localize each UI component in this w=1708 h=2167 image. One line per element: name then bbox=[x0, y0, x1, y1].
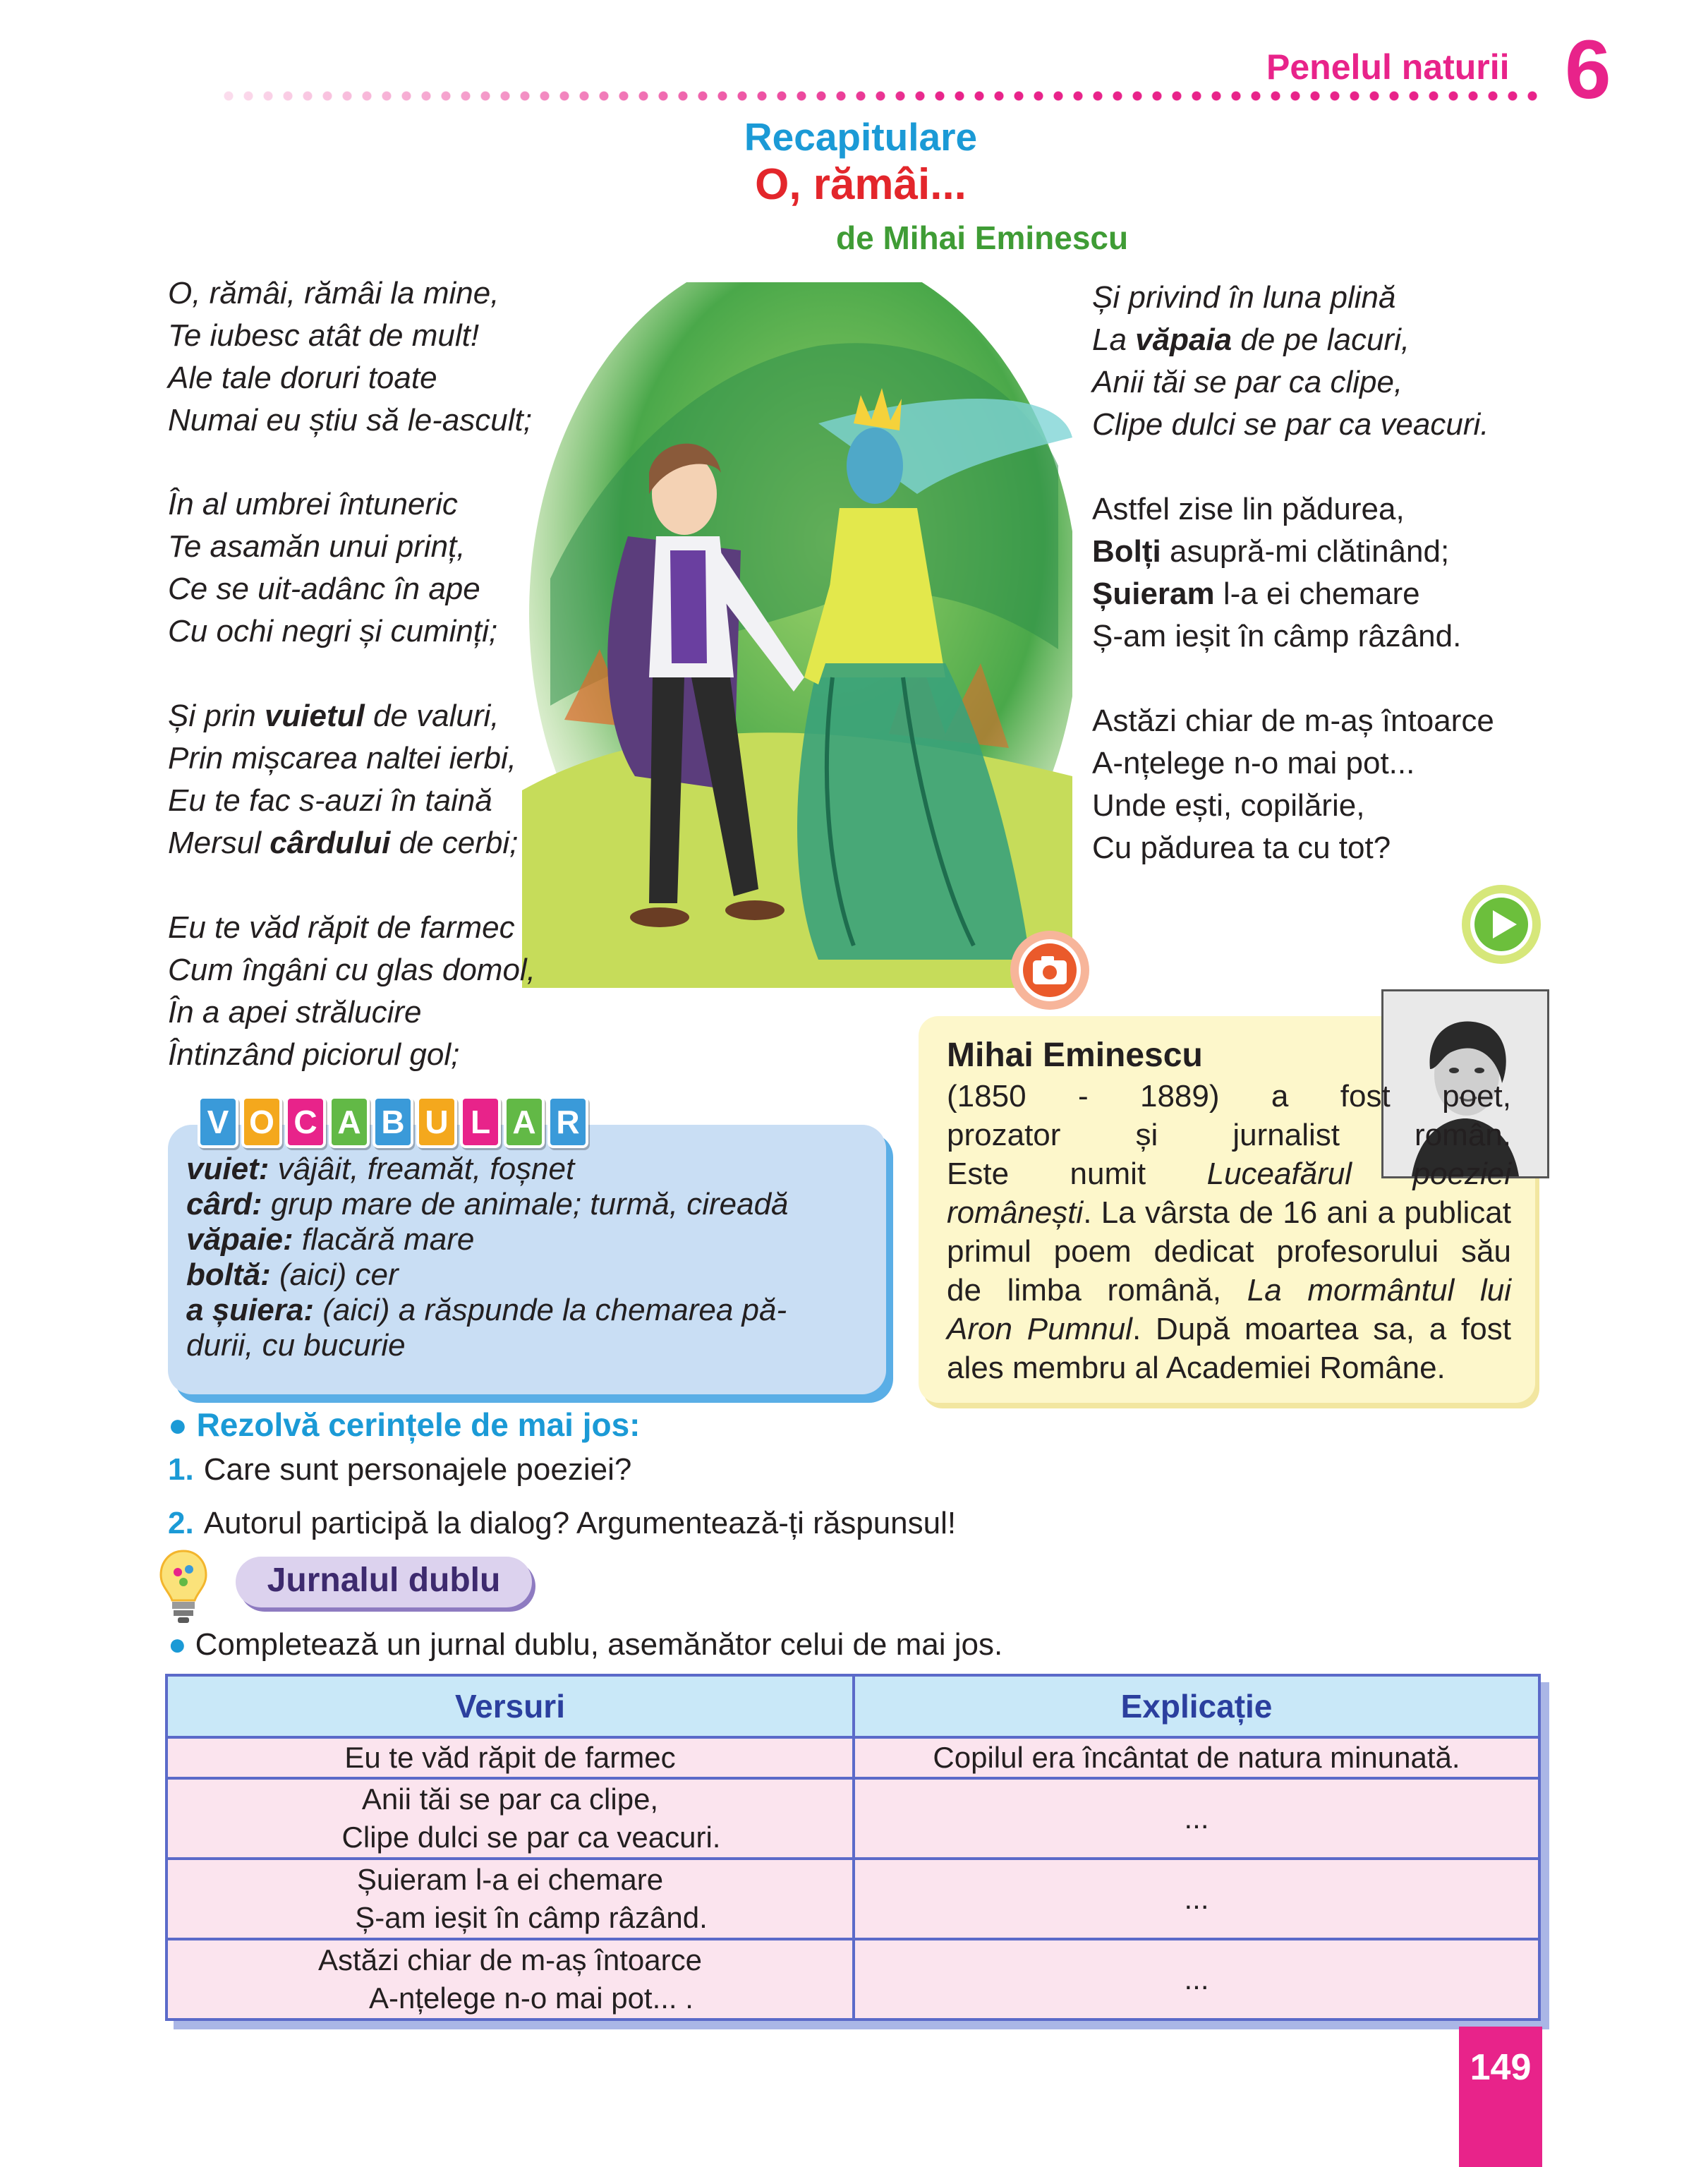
explanation-cell[interactable]: ... bbox=[854, 1778, 1539, 1859]
chapter-number: 6 bbox=[1565, 23, 1611, 116]
vocabulary-letter-tile: O bbox=[241, 1096, 282, 1148]
poem-line: Cum îngâni cu glas domol, bbox=[168, 953, 535, 987]
vocab-entry: durii, cu bucurie bbox=[186, 1328, 406, 1363]
poem-line: Eu te văd răpit de farmec bbox=[168, 910, 515, 945]
poem-line: Mersul cârdului de cerbi; bbox=[168, 826, 519, 860]
vocab-entry: văpaie: flacără mare bbox=[186, 1222, 475, 1257]
vocab-word: văpaia bbox=[1135, 322, 1232, 357]
author-name: Mihai Eminescu bbox=[947, 1037, 1203, 1074]
task-heading: ● Rezolvă cerințele de mai jos: bbox=[168, 1406, 641, 1443]
vocabulary-letter-tile: C bbox=[285, 1096, 326, 1148]
stanza-left-3 bbox=[168, 695, 518, 864]
stanza-right-2 bbox=[1092, 488, 1461, 658]
poem-line: În al umbrei întuneric bbox=[168, 487, 458, 521]
poem-line: Ce se uit-adânc în ape bbox=[168, 572, 480, 606]
poem-line: Prin mișcarea naltei ierbi, bbox=[168, 741, 516, 775]
stanza-left-4 bbox=[168, 907, 535, 1076]
vocabulary-letter-tile: A bbox=[504, 1096, 545, 1148]
task-item: 2. Autorul participă la dialog? Argumentează-ți răspunsul! bbox=[168, 1506, 957, 1540]
poem-line: Ale tale doruri toate bbox=[168, 361, 437, 395]
poem-line: Cu pădurea ta cu tot? bbox=[1092, 831, 1391, 865]
author-bio-text bbox=[947, 1077, 1511, 1387]
vocab-word: Șuieram bbox=[1092, 577, 1215, 611]
poem-line: Întinzând piciorul gol; bbox=[168, 1037, 460, 1072]
journal-title: Jurnalul dublu bbox=[267, 1562, 501, 1599]
vocab-entry: boltă: (aici) cer bbox=[186, 1257, 399, 1292]
table-row bbox=[166, 1859, 1539, 1939]
poem-line: Astăzi chiar de m-aș întoarce bbox=[1092, 704, 1494, 738]
explanation-cell[interactable]: ... bbox=[854, 1939, 1539, 2020]
poem-line: Astfel zise lin pădurea, bbox=[1092, 492, 1405, 526]
chapter-title: Penelul naturii bbox=[1266, 47, 1510, 87]
poem-line: Te iubesc atât de mult! bbox=[168, 318, 480, 353]
poem-title: O, rămâi... bbox=[755, 160, 967, 209]
vocabulary-letter-tile: U bbox=[416, 1096, 457, 1148]
bio-line: Aron Pumnul. După moartea sa, a fost bbox=[947, 1312, 1511, 1346]
explanation-cell: Copilul era încântat de natura minunată. bbox=[854, 1737, 1539, 1778]
vocabulary-letter-tile: B bbox=[373, 1096, 413, 1148]
vocab-word: vuietul bbox=[264, 699, 365, 733]
vocab-word: Bolți bbox=[1092, 534, 1161, 569]
poem-line: Șuieram l-a ei chemare bbox=[1092, 577, 1420, 611]
poem-line: Bolți asupră-mi clătinând; bbox=[1092, 534, 1450, 569]
poem-line: O, rămâi, rămâi la mine, bbox=[168, 276, 499, 310]
poem-line: Ș-am ieșit în câmp râzând. bbox=[1092, 619, 1462, 653]
stanza-left-1 bbox=[168, 272, 532, 442]
lightbulb-icon bbox=[158, 1548, 209, 1626]
stanza-right-1 bbox=[1092, 277, 1489, 446]
bio-line: de limba română, La mormântul lui bbox=[947, 1273, 1511, 1308]
poem-author: de Mihai Eminescu bbox=[836, 219, 1129, 256]
play-icon[interactable] bbox=[1459, 882, 1544, 967]
stanza-left-2 bbox=[168, 483, 497, 653]
poem-line: Clipe dulci se par ca veacuri. bbox=[1092, 407, 1489, 442]
table-header: Explicație bbox=[854, 1675, 1539, 1737]
poem-line: Te asamăn unui prinț, bbox=[168, 529, 466, 564]
poem-line: Unde ești, copilărie, bbox=[1092, 788, 1365, 823]
verses-cell: Anii tăi se par ca clipe, Clipe dulci se par ca veacuri. bbox=[166, 1778, 854, 1859]
poem-line: La văpaia de pe lacuri, bbox=[1092, 322, 1410, 357]
vocabulary-list bbox=[186, 1152, 789, 1363]
journal-instruction: ● Completează un jurnal dublu, asemănător celui de mai jos. bbox=[168, 1627, 1003, 1662]
bio-line: Este numit Luceafărul poeziei bbox=[947, 1157, 1511, 1191]
poem-illustration bbox=[522, 282, 1072, 1030]
verses-cell: Eu te văd răpit de farmec bbox=[166, 1737, 854, 1778]
poem-line: Eu te fac s-auzi în taină bbox=[168, 783, 492, 818]
bio-line: prozator și jurnalist român. bbox=[947, 1118, 1511, 1152]
vocab-entry: a șuiera: (aici) a răspunde la chemarea pă- bbox=[186, 1293, 787, 1327]
poem-line: Cu ochi negri și cuminți; bbox=[168, 614, 498, 648]
vocabulary-title bbox=[198, 1096, 588, 1148]
table-header: Versuri bbox=[166, 1675, 854, 1737]
poem-line: A-nțelege n-o mai pot... bbox=[1092, 746, 1415, 780]
poem-line: Și privind în luna plină bbox=[1092, 280, 1396, 315]
bio-line: primul poem dedicat profesorului său bbox=[947, 1234, 1511, 1269]
vocab-entry: vuiet: vâjâit, freamăt, foșnet bbox=[186, 1152, 575, 1186]
vocabulary-letter-tile: R bbox=[547, 1096, 588, 1148]
poem-line: Numai eu știu să le-ascult; bbox=[168, 403, 532, 437]
section-label: Recapitulare bbox=[744, 115, 978, 159]
poem-line: Anii tăi se par ca clipe, bbox=[1092, 365, 1403, 399]
bio-line: ales membru al Academiei Române. bbox=[947, 1351, 1446, 1385]
page-number: 149 bbox=[1470, 2047, 1532, 2088]
poem-line: Și prin vuietul de valuri, bbox=[168, 699, 499, 733]
double-journal-table bbox=[165, 1674, 1541, 2021]
task-item: 1. Care sunt personajele poeziei? bbox=[168, 1452, 632, 1487]
vocabulary-letter-tile: V bbox=[198, 1096, 238, 1148]
vocabulary-letter-tile: L bbox=[460, 1096, 501, 1148]
bio-line: românești. La vârsta de 16 ani a publicat bbox=[947, 1195, 1511, 1230]
vocab-word: cârdului bbox=[269, 826, 391, 860]
header-dotted-rule bbox=[219, 90, 1545, 102]
table-row bbox=[166, 1939, 1539, 2020]
bio-line: (1850 - 1889) a fost poet, bbox=[947, 1079, 1511, 1113]
table-row bbox=[166, 1737, 1539, 1778]
stanza-right-3 bbox=[1092, 700, 1494, 869]
camera-icon[interactable] bbox=[1007, 928, 1092, 1013]
explanation-cell[interactable]: ... bbox=[854, 1859, 1539, 1939]
verses-cell: Astăzi chiar de m-aș întoarce A-nțelege n-o mai pot... . bbox=[166, 1939, 854, 2020]
vocab-entry: cârd: grup mare de animale; turmă, cireadă bbox=[186, 1187, 789, 1221]
vocabulary-letter-tile: A bbox=[329, 1096, 370, 1148]
verses-cell: Șuieram l-a ei chemare Ș-am ieșit în câmp râzând. bbox=[166, 1859, 854, 1939]
poem-line: În a apei strălucire bbox=[168, 995, 422, 1030]
table-row bbox=[166, 1778, 1539, 1859]
